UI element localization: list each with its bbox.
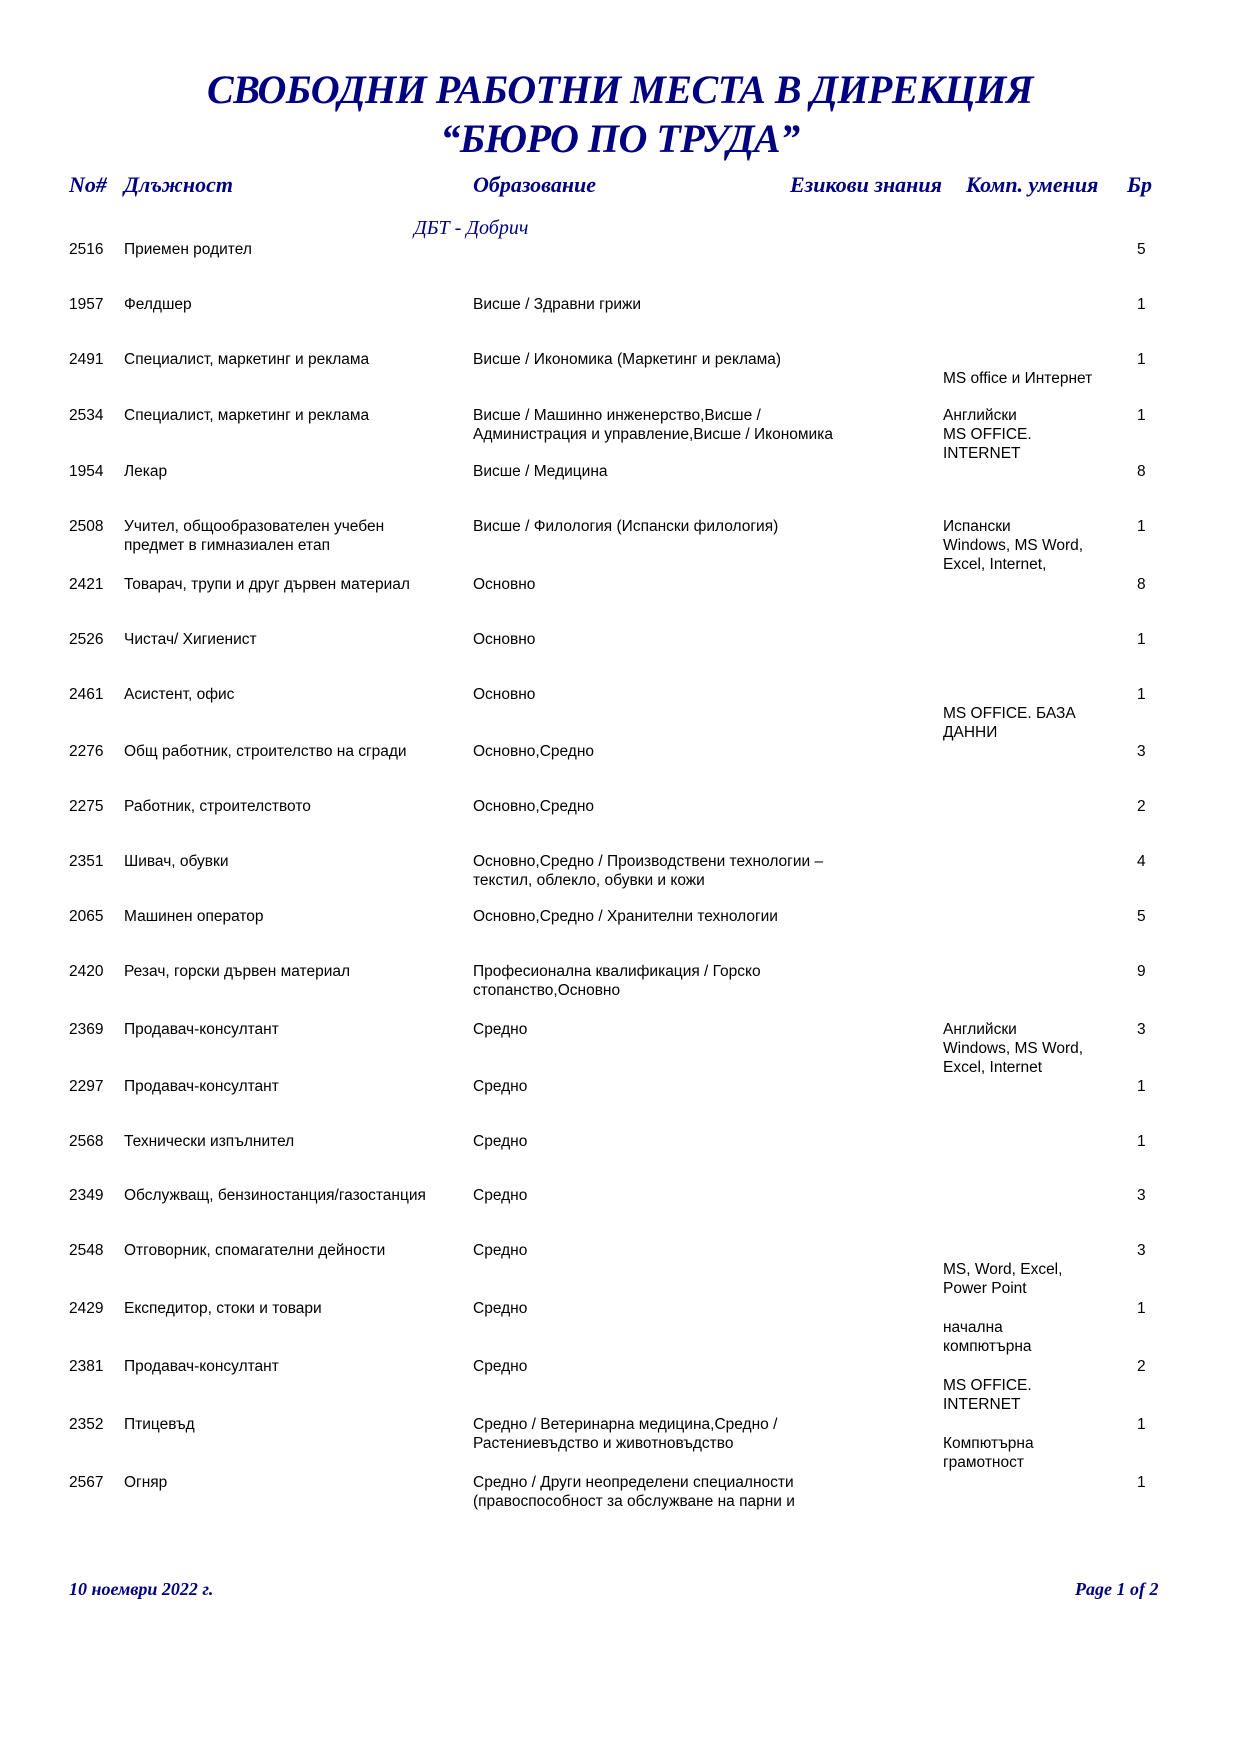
row-number: 1957 [69, 296, 104, 313]
row-count: 3 [1137, 1187, 1146, 1204]
row-number: 2351 [69, 853, 104, 870]
row-number: 2461 [69, 686, 104, 703]
row-count: 9 [1137, 963, 1146, 980]
row-count: 1 [1137, 686, 1146, 703]
row-position: Работник, строителството [124, 798, 311, 815]
row-position: Продавач-консултант [124, 1078, 279, 1095]
row-languages: Английски [943, 1021, 1017, 1038]
row-position: Общ работник, строителство на сгради [124, 743, 407, 760]
row-education: Основно [473, 631, 536, 648]
column-header-count: Бр [1127, 172, 1152, 197]
row-education: Средно [473, 1300, 528, 1317]
row-position: Отговорник, спомагателни дейности [124, 1242, 386, 1259]
row-education: Висше / Филология (Испански филология) [473, 518, 779, 535]
row-position: Технически изпълнител [124, 1133, 295, 1150]
row-number: 2276 [69, 743, 104, 760]
row-position: Чистач/ Хигиенист [124, 631, 257, 648]
row-count: 2 [1137, 1358, 1146, 1375]
row-education: Висше / Медицина [473, 463, 608, 480]
row-number: 2352 [69, 1416, 104, 1433]
row-position: Фелдшер [124, 296, 192, 313]
row-number: 2421 [69, 576, 104, 593]
row-position: Машинен оператор [124, 908, 264, 925]
row-education: Висше / Здравни грижи [473, 296, 642, 313]
row-computer-skills: MS office и Интернет [943, 370, 1093, 387]
row-count: 8 [1137, 576, 1146, 593]
row-number: 1954 [69, 463, 104, 480]
row-count: 1 [1137, 518, 1146, 535]
document-title-line1: СВОБОДНИ РАБОТНИ МЕСТА В ДИРЕКЦИЯ [207, 67, 1033, 112]
row-computer-skills: Windows, MS Word, Excel, Internet, [943, 537, 1084, 573]
row-number: 2568 [69, 1133, 104, 1150]
row-position: Специалист, маркетинг и реклама [124, 351, 370, 368]
row-education: Средно / Други неопределени специалности (правоспособност за обслужване на парни и [473, 1474, 795, 1510]
row-number: 2429 [69, 1300, 104, 1317]
row-computer-skills: MS, Word, Excel, Power Point [943, 1261, 1063, 1297]
row-count: 5 [1137, 241, 1146, 258]
row-education: Висше / Машинно инженерство,Висше / Администрация и управление,Висше / Икономика [473, 407, 833, 443]
row-education: Средно [473, 1187, 528, 1204]
row-number: 2297 [69, 1078, 104, 1095]
row-education: Основно,Средно / Хранителни технологии [473, 908, 778, 925]
row-count: 4 [1137, 853, 1146, 870]
row-count: 3 [1137, 1242, 1146, 1259]
row-education: Висше / Икономика (Маркетинг и реклама) [473, 351, 782, 368]
row-count: 2 [1137, 798, 1146, 815]
row-position: Лекар [124, 463, 168, 480]
row-computer-skills: MS OFFICE. БАЗА ДАННИ [943, 705, 1076, 741]
row-number: 2381 [69, 1358, 104, 1375]
row-number: 2275 [69, 798, 104, 815]
row-number: 2508 [69, 518, 104, 535]
row-education: Средно [473, 1358, 528, 1375]
row-position: Огняр [124, 1474, 168, 1491]
row-position: Птицевъд [124, 1416, 195, 1433]
row-position: Продавач-консултант [124, 1021, 279, 1038]
row-count: 1 [1137, 1133, 1146, 1150]
row-education: Средно [473, 1078, 528, 1095]
row-position: Асистент, офис [124, 686, 235, 703]
column-header-languages: Езикови знания [790, 172, 942, 197]
row-education: Основно [473, 576, 536, 593]
row-count: 1 [1137, 1300, 1146, 1317]
row-position: Експедитор, стоки и товари [124, 1300, 322, 1317]
column-header-position: Длъжност [124, 172, 233, 197]
row-count: 8 [1137, 463, 1146, 480]
column-header-education: Образование [473, 172, 597, 197]
document-title-line2: “БЮРО ПО ТРУДА” [440, 116, 800, 161]
row-position: Шивач, обувки [124, 853, 229, 870]
row-education: Основно [473, 686, 536, 703]
row-education: Професионална квалификация / Горско стопанство,Основно [473, 963, 761, 999]
row-count: 3 [1137, 1021, 1146, 1038]
row-education: Основно,Средно [473, 798, 595, 815]
row-education: Основно,Средно / Производствени технологии – текстил, облекло, обувки и кожи [473, 853, 824, 889]
row-computer-skills: MS OFFICE. INTERNET [943, 426, 1032, 462]
row-position: Учител, общообразователен учебен предмет в гимназиален етап [124, 518, 385, 554]
row-count: 3 [1137, 743, 1146, 760]
row-number: 2349 [69, 1187, 104, 1204]
row-position: Товарач, трупи и друг дървен материал [124, 576, 410, 593]
row-number: 2369 [69, 1021, 104, 1038]
row-computer-skills: Windows, MS Word, Excel, Internet [943, 1040, 1084, 1076]
row-languages: Испански [943, 518, 1011, 535]
row-count: 1 [1137, 1416, 1146, 1433]
row-count: 5 [1137, 908, 1146, 925]
row-number: 2526 [69, 631, 104, 648]
row-position: Продавач-консултант [124, 1358, 279, 1375]
row-education: Основно,Средно [473, 743, 595, 760]
row-count: 1 [1137, 351, 1146, 368]
row-number: 2065 [69, 908, 104, 925]
row-count: 1 [1137, 407, 1146, 424]
row-number: 2534 [69, 407, 104, 424]
row-number: 2491 [69, 351, 104, 368]
row-position: Обслужващ, бензиностанция/газостанция [124, 1187, 426, 1204]
row-education: Средно / Ветеринарна медицина,Средно / Растениевъдство и животновъдство [473, 1416, 778, 1452]
row-number: 2567 [69, 1474, 104, 1491]
row-number: 2548 [69, 1242, 104, 1259]
row-computer-skills: MS OFFICE. INTERNET [943, 1377, 1032, 1413]
row-computer-skills: Компютърна грамотност [943, 1435, 1034, 1471]
row-count: 1 [1137, 631, 1146, 648]
section-heading: ДБТ - Добрич [414, 217, 529, 239]
footer-page-number: Page 1 of 2 [1075, 1579, 1159, 1599]
row-position: Резач, горски дървен материал [124, 963, 351, 980]
row-count: 1 [1137, 296, 1146, 313]
row-position: Специалист, маркетинг и реклама [124, 407, 370, 424]
row-count: 1 [1137, 1474, 1146, 1491]
row-number: 2420 [69, 963, 104, 980]
column-header-no: No# [69, 172, 107, 197]
row-position: Приемен родител [124, 241, 252, 258]
row-education: Средно [473, 1133, 528, 1150]
row-number: 2516 [69, 241, 104, 258]
row-education: Средно [473, 1242, 528, 1259]
row-education: Средно [473, 1021, 528, 1038]
row-languages: Английски [943, 407, 1017, 424]
footer-date: 10 ноември 2022 г. [69, 1579, 214, 1599]
row-count: 1 [1137, 1078, 1146, 1095]
column-header-computer-skills: Комп. умения [966, 172, 1099, 197]
row-computer-skills: начална компютърна [943, 1319, 1032, 1355]
